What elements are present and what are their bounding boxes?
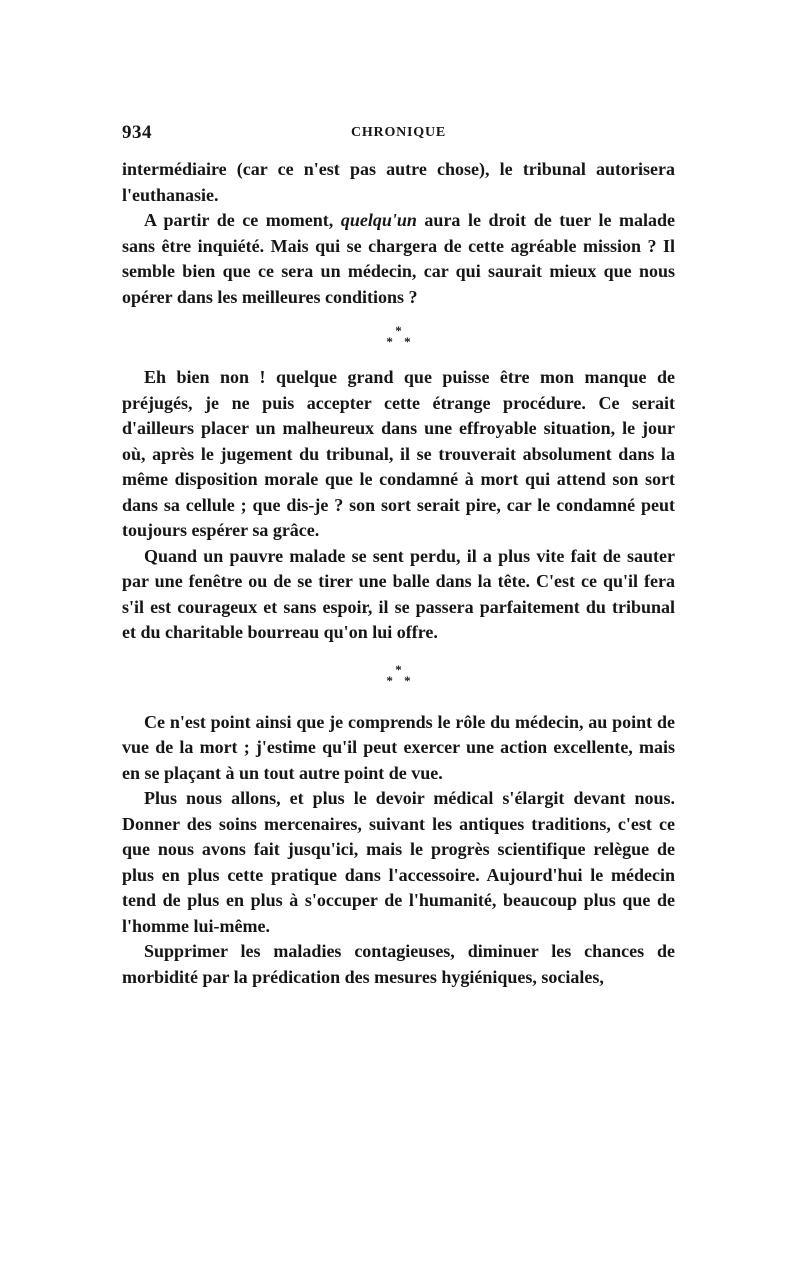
paragraph-role-of-physician: Ce n'est point ainsi que je comprends le rôle du médecin, au point de vue de la mort ; j'estime qu'il peut exercer une action excellente, mais en se plaçant à un tout autre point de vue.	[122, 711, 675, 783]
paragraph-contagious-diseases: Supprimer les maladies contagieuses, diminuer les chances de morbidité par la prédication des mesures hygiéniques, sociales,	[122, 941, 675, 987]
asterism-top-star: *	[395, 323, 402, 338]
paragraph-medical-duty: Plus nous allons, et plus le devoir médical s'élargit devant nous. Donner des soins mercenaires, suivant les antiques traditions, c'est ce que nous avons fait jusqu'ici, mais le progrès scientifique relègue de plus en plus cette pratique dans l'accessoire. Aujourd'hui le médecin tend de plus en plus à s'occuper de l'humanité, beaucoup plus que de l'homme lui-même.	[122, 788, 675, 936]
asterism-top-star: *	[395, 661, 402, 677]
section-asterism	[122, 661, 675, 688]
running-title: CHRONIQUE	[350, 125, 447, 140]
italic-emphasis: quelqu'un	[340, 210, 417, 230]
paragraph-text-end: aura le droit de tuer le malade sans être inquiété. Mais qui se chargera de cette agréable mission ? Il semble bien que ce sera un médecin, car qui saurait mieux que nous opérer dans les meilleures conditions ?	[122, 210, 675, 307]
paragraph-continuation: intermédiaire (car ce n'est pas autre chose), le tribunal autorisera l'euthanasie.	[122, 159, 675, 205]
paragraph-objection: Eh bien non ! quelque grand que puisse être mon manque de préjugés, je ne puis accepter cette étrange procédure. Ce serait d'ailleurs placer un malheureux dans une effroyable situation, le jour où, après le jugement du tribunal, il se trouverait absolument dans la même disposition morale que le condamné à mort qui attend son sort dans sa cellule ; que dis-je ? son sort serait pire, car le condamné peut toujours espérer sa grâce.	[122, 367, 675, 540]
paragraph-text-start: A partir de ce moment,	[144, 210, 341, 230]
paragraph-euthanasia-executor	[122, 208, 675, 310]
page-number: 934	[122, 122, 152, 143]
paragraph-desperate-patient: Quand un pauvre malade se sent perdu, il a plus vite fait de sauter par une fenêtre ou de se tirer une balle dans la tête. C'est ce qu'il fera s'il est courageux et sans espoir, il se passera parfaitement du tribunal et du charitable bourreau qu'on lui offre.	[122, 545, 675, 642]
asterism-bottom-stars: * *	[386, 672, 415, 688]
page-header	[122, 122, 675, 146]
asterism-bottom-stars: * *	[386, 334, 415, 349]
section-asterism	[122, 325, 675, 347]
page-body	[122, 157, 675, 990]
